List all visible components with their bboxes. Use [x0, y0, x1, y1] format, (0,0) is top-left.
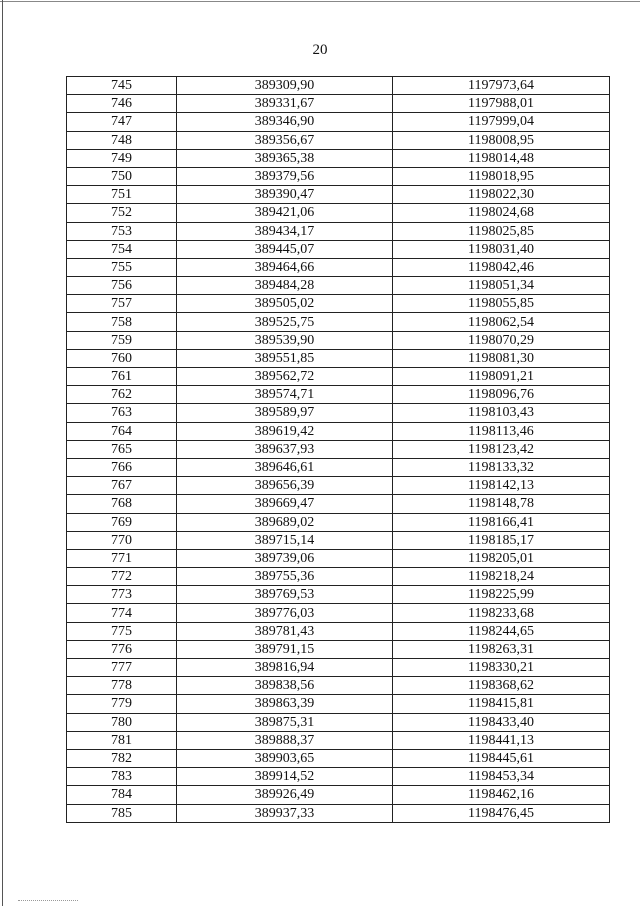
- table-row: [67, 549, 610, 567]
- table-row: [67, 604, 610, 622]
- table-row: [67, 458, 610, 476]
- y-coordinate-cell: 1198031,40: [393, 240, 610, 258]
- point-number-cell: 762: [67, 386, 177, 404]
- point-number-cell: 782: [67, 749, 177, 767]
- point-number-cell: 777: [67, 659, 177, 677]
- y-coordinate-cell: 1198096,76: [393, 386, 610, 404]
- point-number-cell: 750: [67, 167, 177, 185]
- point-number-cell: 753: [67, 222, 177, 240]
- table-row: [67, 622, 610, 640]
- y-coordinate-cell: 1198415,81: [393, 695, 610, 713]
- point-number-cell: 745: [67, 77, 177, 95]
- table-row: [67, 186, 610, 204]
- page-edge-top: [0, 1, 640, 2]
- table-row: [67, 131, 610, 149]
- y-coordinate-cell: 1198244,65: [393, 622, 610, 640]
- x-coordinate-cell: 389589,97: [177, 404, 393, 422]
- y-coordinate-cell: 1198233,68: [393, 604, 610, 622]
- y-coordinate-cell: 1198024,68: [393, 204, 610, 222]
- x-coordinate-cell: 389551,85: [177, 349, 393, 367]
- point-number-cell: 770: [67, 531, 177, 549]
- point-number-cell: 761: [67, 368, 177, 386]
- table-row: [67, 95, 610, 113]
- table-row: [67, 659, 610, 677]
- point-number-cell: 784: [67, 786, 177, 804]
- x-coordinate-cell: 389816,94: [177, 659, 393, 677]
- table-row: [67, 404, 610, 422]
- point-number-cell: 755: [67, 258, 177, 276]
- y-coordinate-cell: 1198445,61: [393, 749, 610, 767]
- y-coordinate-cell: 1198008,95: [393, 131, 610, 149]
- x-coordinate-cell: 389562,72: [177, 368, 393, 386]
- table-row: [67, 295, 610, 313]
- x-coordinate-cell: 389791,15: [177, 640, 393, 658]
- table-row: [67, 167, 610, 185]
- table-row: [67, 313, 610, 331]
- coordinates-table: [66, 76, 610, 823]
- x-coordinate-cell: 389464,66: [177, 258, 393, 276]
- point-number-cell: 771: [67, 549, 177, 567]
- x-coordinate-cell: 389769,53: [177, 586, 393, 604]
- x-coordinate-cell: 389434,17: [177, 222, 393, 240]
- x-coordinate-cell: 389646,61: [177, 458, 393, 476]
- y-coordinate-cell: 1198462,16: [393, 786, 610, 804]
- x-coordinate-cell: 389365,38: [177, 149, 393, 167]
- x-coordinate-cell: 389669,47: [177, 495, 393, 513]
- table-row: [67, 713, 610, 731]
- y-coordinate-cell: 1198330,21: [393, 659, 610, 677]
- point-number-cell: 746: [67, 95, 177, 113]
- point-number-cell: 757: [67, 295, 177, 313]
- table-row: [67, 368, 610, 386]
- y-coordinate-cell: 1198218,24: [393, 568, 610, 586]
- y-coordinate-cell: 1198025,85: [393, 222, 610, 240]
- y-coordinate-cell: 1198225,99: [393, 586, 610, 604]
- page-edge-left: [2, 0, 3, 906]
- x-coordinate-cell: 389888,37: [177, 731, 393, 749]
- point-number-cell: 778: [67, 677, 177, 695]
- table-row: [67, 495, 610, 513]
- point-number-cell: 785: [67, 804, 177, 822]
- y-coordinate-cell: 1198185,17: [393, 531, 610, 549]
- y-coordinate-cell: 1198205,01: [393, 549, 610, 567]
- table-row: [67, 731, 610, 749]
- point-number-cell: 754: [67, 240, 177, 258]
- y-coordinate-cell: 1198133,32: [393, 458, 610, 476]
- y-coordinate-cell: 1198103,43: [393, 404, 610, 422]
- y-coordinate-cell: 1198368,62: [393, 677, 610, 695]
- table-row: [67, 804, 610, 822]
- x-coordinate-cell: 389331,67: [177, 95, 393, 113]
- x-coordinate-cell: 389838,56: [177, 677, 393, 695]
- x-coordinate-cell: 389525,75: [177, 313, 393, 331]
- y-coordinate-cell: 1198441,13: [393, 731, 610, 749]
- point-number-cell: 763: [67, 404, 177, 422]
- point-number-cell: 769: [67, 513, 177, 531]
- point-number-cell: 764: [67, 422, 177, 440]
- y-coordinate-cell: 1198018,95: [393, 167, 610, 185]
- table-row: [67, 277, 610, 295]
- table-row: [67, 422, 610, 440]
- x-coordinate-cell: 389445,07: [177, 240, 393, 258]
- table-row: [67, 204, 610, 222]
- table-row: [67, 531, 610, 549]
- point-number-cell: 752: [67, 204, 177, 222]
- table-row: [67, 586, 610, 604]
- x-coordinate-cell: 389619,42: [177, 422, 393, 440]
- scan-artifact: [18, 900, 78, 904]
- point-number-cell: 751: [67, 186, 177, 204]
- y-coordinate-cell: 1198091,21: [393, 368, 610, 386]
- point-number-cell: 780: [67, 713, 177, 731]
- y-coordinate-cell: 1197988,01: [393, 95, 610, 113]
- point-number-cell: 773: [67, 586, 177, 604]
- x-coordinate-cell: 389715,14: [177, 531, 393, 549]
- table-row: [67, 331, 610, 349]
- table-row: [67, 568, 610, 586]
- table-row: [67, 640, 610, 658]
- y-coordinate-cell: 1198476,45: [393, 804, 610, 822]
- y-coordinate-cell: 1197999,04: [393, 113, 610, 131]
- table-row: [67, 477, 610, 495]
- table-row: [67, 440, 610, 458]
- y-coordinate-cell: 1198022,30: [393, 186, 610, 204]
- x-coordinate-cell: 389379,56: [177, 167, 393, 185]
- point-number-cell: 756: [67, 277, 177, 295]
- x-coordinate-cell: 389421,06: [177, 204, 393, 222]
- point-number-cell: 765: [67, 440, 177, 458]
- table-row: [67, 695, 610, 713]
- coordinates-table-body: [67, 77, 610, 823]
- x-coordinate-cell: 389356,67: [177, 131, 393, 149]
- y-coordinate-cell: 1198166,41: [393, 513, 610, 531]
- point-number-cell: 783: [67, 768, 177, 786]
- y-coordinate-cell: 1198453,34: [393, 768, 610, 786]
- x-coordinate-cell: 389346,90: [177, 113, 393, 131]
- point-number-cell: 759: [67, 331, 177, 349]
- table-row: [67, 258, 610, 276]
- y-coordinate-cell: 1198081,30: [393, 349, 610, 367]
- point-number-cell: 747: [67, 113, 177, 131]
- y-coordinate-cell: 1198113,46: [393, 422, 610, 440]
- x-coordinate-cell: 389776,03: [177, 604, 393, 622]
- x-coordinate-cell: 389505,02: [177, 295, 393, 313]
- point-number-cell: 781: [67, 731, 177, 749]
- page-number: 20: [312, 42, 328, 58]
- point-number-cell: 748: [67, 131, 177, 149]
- x-coordinate-cell: 389903,65: [177, 749, 393, 767]
- y-coordinate-cell: 1198263,31: [393, 640, 610, 658]
- table-row: [67, 113, 610, 131]
- point-number-cell: 767: [67, 477, 177, 495]
- point-number-cell: 772: [67, 568, 177, 586]
- point-number-cell: 766: [67, 458, 177, 476]
- y-coordinate-cell: 1197973,64: [393, 77, 610, 95]
- point-number-cell: 758: [67, 313, 177, 331]
- x-coordinate-cell: 389875,31: [177, 713, 393, 731]
- table-row: [67, 349, 610, 367]
- x-coordinate-cell: 389914,52: [177, 768, 393, 786]
- y-coordinate-cell: 1198433,40: [393, 713, 610, 731]
- y-coordinate-cell: 1198070,29: [393, 331, 610, 349]
- y-coordinate-cell: 1198051,34: [393, 277, 610, 295]
- table-row: [67, 222, 610, 240]
- y-coordinate-cell: 1198142,13: [393, 477, 610, 495]
- x-coordinate-cell: 389637,93: [177, 440, 393, 458]
- y-coordinate-cell: 1198055,85: [393, 295, 610, 313]
- x-coordinate-cell: 389937,33: [177, 804, 393, 822]
- y-coordinate-cell: 1198062,54: [393, 313, 610, 331]
- point-number-cell: 760: [67, 349, 177, 367]
- table-row: [67, 786, 610, 804]
- x-coordinate-cell: 389689,02: [177, 513, 393, 531]
- y-coordinate-cell: 1198042,46: [393, 258, 610, 276]
- table-row: [67, 677, 610, 695]
- point-number-cell: 776: [67, 640, 177, 658]
- x-coordinate-cell: 389926,49: [177, 786, 393, 804]
- point-number-cell: 768: [67, 495, 177, 513]
- x-coordinate-cell: 389390,47: [177, 186, 393, 204]
- point-number-cell: 749: [67, 149, 177, 167]
- table-row: [67, 240, 610, 258]
- x-coordinate-cell: 389739,06: [177, 549, 393, 567]
- x-coordinate-cell: 389539,90: [177, 331, 393, 349]
- table-row: [67, 149, 610, 167]
- table-row: [67, 749, 610, 767]
- table-row: [67, 386, 610, 404]
- x-coordinate-cell: 389781,43: [177, 622, 393, 640]
- y-coordinate-cell: 1198148,78: [393, 495, 610, 513]
- y-coordinate-cell: 1198014,48: [393, 149, 610, 167]
- point-number-cell: 775: [67, 622, 177, 640]
- y-coordinate-cell: 1198123,42: [393, 440, 610, 458]
- x-coordinate-cell: 389656,39: [177, 477, 393, 495]
- table-row: [67, 768, 610, 786]
- x-coordinate-cell: 389574,71: [177, 386, 393, 404]
- x-coordinate-cell: 389755,36: [177, 568, 393, 586]
- x-coordinate-cell: 389309,90: [177, 77, 393, 95]
- table-row: [67, 77, 610, 95]
- point-number-cell: 779: [67, 695, 177, 713]
- x-coordinate-cell: 389484,28: [177, 277, 393, 295]
- point-number-cell: 774: [67, 604, 177, 622]
- x-coordinate-cell: 389863,39: [177, 695, 393, 713]
- table-row: [67, 513, 610, 531]
